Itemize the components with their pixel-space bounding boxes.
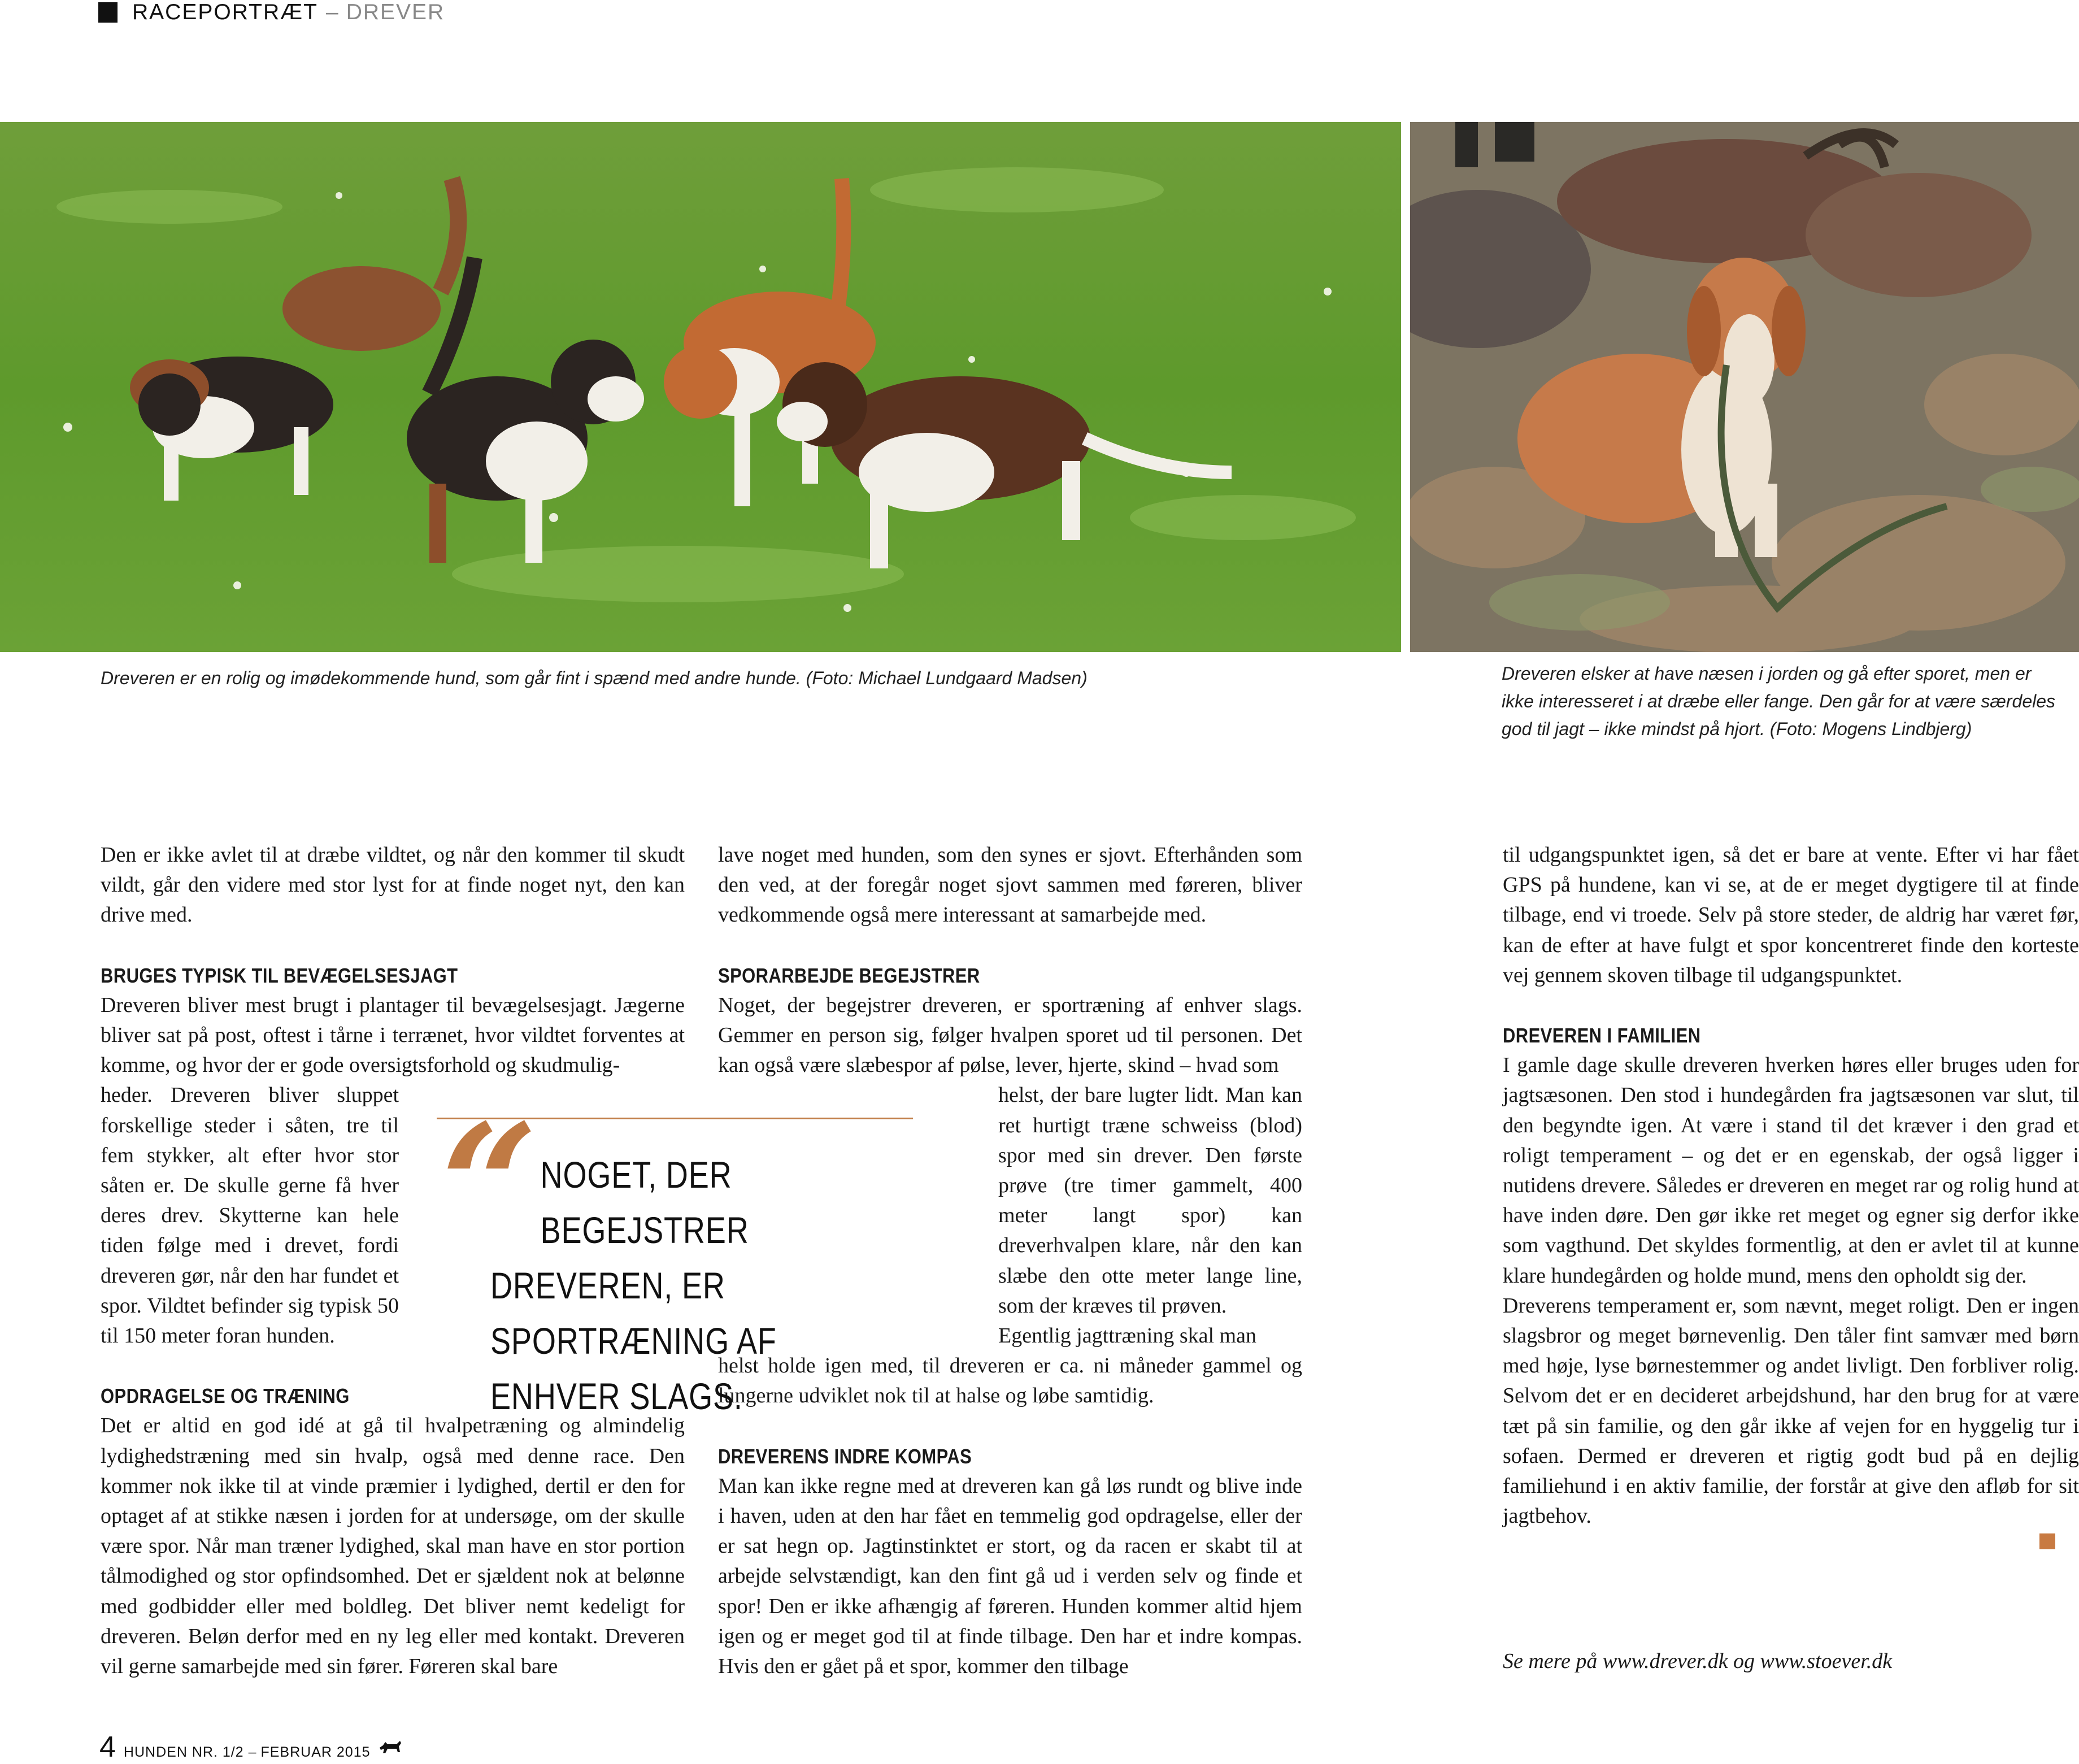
paragraph: til udgangspunktet igen, så det er bare at vente. Efter vi har fået GPS på hundene, kan vi se, at de er meget dygtigere til at finde tilbage, end vi troede. Selv på store steder, de aldrig har været før, kan de efter at have fulgt et spor koncentreret finde den korteste vej gennem skoven tilbage til udgangspunktet. — [1503, 843, 2079, 987]
paragraph: Den er ikke avlet til at dræbe vildtet, og når den kommer til skudt vildt, går den videre med stor lyst for at finde noget nyt, den kan drive med. — [101, 843, 685, 927]
paragraph: Noget, der begejstrer dreveren, er sportræning af enhver slags. Gemmer en person sig, følger hvalpen sporet ud til personen. Det kan også være slæbespor af pølse, lever, hjerte, skind – hvad som — [718, 993, 1302, 1077]
paragraph: helst, der bare lugter lidt. Man kan ret hurtigt træne schweiss (blod) spor med sin drever. Den første prøve (tre timer gammelt, 400 meter langt spor) kan dreverhvalpen klare, når den kan slæbe den otte meter lange line, som der kræves til prøven. — [998, 1083, 1302, 1318]
paragraph: helst holde igen med, til dreveren er ca. ni måneder gammel og lungerne udviklet nok til at halse og løbe samtidig. — [718, 1354, 1302, 1408]
pullquote-line: DREVEREN, ER SPORTRÆNING AF — [490, 1265, 777, 1362]
magazine-issue: HUNDEN NR. 1/2 — [123, 1744, 244, 1760]
paragraph: Dreverens temperament er, som nævnt, meget roligt. Den er ingen slagsbror og meget børnevenlig. Den tåler fint samvær med børn med høje, lyse børnestemmer og andet livligt. Den forbliver rolig. Selvom det er en decideret arbejdshund, har den brug for at være tæt på sin familie, og den går ikke af vejen for en hyggelig tur i sofaen. Dermed er dreveren et rigtig godt bud på en dejlig familiehund i en aktiv familie, der forstår at give den afløb for sit jagtbehov. — [1503, 1293, 2079, 1528]
paragraph: I gamle dage skulle dreveren hverken høres eller bruges uden for jagtsæsonen. Den stod i hundegården fra jagtsæsonen var slut, til den begyndte igen. At være i stand til det kræver i den grad et roligt temperament – og det er en egenskab, der også ligger i nutidens drevere. Således er dreveren en meget rar og rolig hund at have inden døre. Den gør ikke ret meget og egner sig derfor ikke som vagthund. Det skyldes formentlig, at den er avlet til at kunne klare hundegården og holde mund, mens den opholdt sig der. — [1503, 1053, 2079, 1288]
pullquote-line: NOGET, DER BEGEJSTRER — [540, 1154, 749, 1251]
caption-right — [1502, 660, 2079, 743]
section-heading: BRUGES TYPISK TIL BEVÆGELSESJAGT — [101, 963, 458, 987]
header-separator: – — [325, 0, 338, 24]
dog-with-deer-photo — [1410, 122, 2079, 652]
caption-right-line: god til jagt – ikke mindst på hjort. (Foto: Mogens Lindbjerg) — [1502, 719, 1972, 739]
issue-date: FEBRUAR 2015 — [260, 1744, 371, 1760]
header-section: RACEPORTRÆT — [132, 0, 318, 24]
paragraph: Dreveren bliver mest brugt i plantager til bevægelsesjagt. Jægerne bliver sat på post, oftest i tårne i terrænet, hvor vildtet forventes at komme, og hvor der er gode oversigtsforhold og skudmulig- — [101, 993, 685, 1077]
column-3 — [1503, 840, 2079, 1531]
page-footer — [99, 1730, 402, 1764]
section-heading: SPORARBEJDE BEGEJSTRER — [718, 963, 980, 987]
dogs-on-grass-photo — [0, 122, 1401, 652]
section-heading: OPDRAGELSE OG TRÆNING — [101, 1384, 350, 1408]
header-square-icon — [98, 2, 118, 23]
footer-separator: – — [248, 1744, 256, 1760]
quote-marks-icon: “ — [441, 1087, 521, 1286]
page-number: 4 — [99, 1731, 116, 1763]
end-mark-icon — [2039, 1533, 2055, 1549]
paragraph: Det er altid en god idé at gå til hvalpetræning og almindelig lydighedstræning med sin hvalp, også med denne race. Den kommer nok ikke til at vinde præmier i lydighed, dertil er den for optaget af at stikke næsen i jorden for at undersøge, om der skulle være spor. Når man træner lydighed, skal man have en stor portion tålmodighed og stor opfindsomhed. Det er sjældent nok at belønne med godbidder eller med boldleg. Det bliver nemt kedeligt for dreveren. Beløn derfor med en ny leg eller med kontakt. Dreveren vil gerne samarbejde med sin fører. Føreren skal bare — [101, 1414, 685, 1679]
paragraph: Egentlig jagttræning skal man — [998, 1324, 1256, 1348]
paragraph: lave noget med hunden, som den synes er sjovt. Efterhånden som den ved, at der foregår noget sjovt sammen med føreren, bliver vedkommende også mere interessant at samarbejde med. — [718, 843, 1302, 927]
caption-right-line: ikke interesseret i at dræbe eller fange. Den går for at være særdeles — [1502, 691, 2056, 711]
header-breed: DREVER — [346, 0, 445, 24]
pullquote-line: ENHVER SLAGS. — [490, 1375, 743, 1417]
pullquote — [490, 1147, 889, 1424]
section-heading: DREVEREN I FAMILIEN — [1503, 1024, 1701, 1048]
paragraph: heder. Dreveren bliver sluppet forskellige steder i såten, tre til fem stykker, alt efter hvor stor såten er. De skulle gerne få hver deres drev. Skytterne kan hele tiden følge med i drevet, fordi dreveren gør, når den har fundet et spor. Vildtet befinder sig typisk 50 til 150 meter foran hunden. — [101, 1083, 399, 1348]
web-links: Se mere på www.drever.dk og www.stoever.dk — [1503, 1649, 1893, 1673]
caption-right-line: Dreveren elsker at have næsen i jorden og gå efter sporet, men er — [1502, 663, 2032, 684]
caption-left: Dreveren er en rolig og imødekommende hund, som går fint i spænd med andre hunde. (Foto: Michael Lundgaard Madsen) — [101, 668, 1088, 688]
section-heading: DREVERENS INDRE KOMPAS — [718, 1444, 972, 1468]
paragraph: Man kan ikke regne med at dreveren kan gå løs rundt og blive inde i haven, uden at den har fået en temmelig god opdragelse, eller der er sat hegn op. Jagtinstinktet er stort, og da racen er skabt til at arbejde selvstændigt, kan den fint gå ud i verden selv og finde et spor! Den er ikke afhængig af føreren. Hunden kommer altid hjem igen og er meget god til at finde tilbage. Den har et indre kompas. Hvis den er gået på et spor, kommer den tilbage — [718, 1474, 1302, 1679]
running-header — [98, 0, 445, 25]
